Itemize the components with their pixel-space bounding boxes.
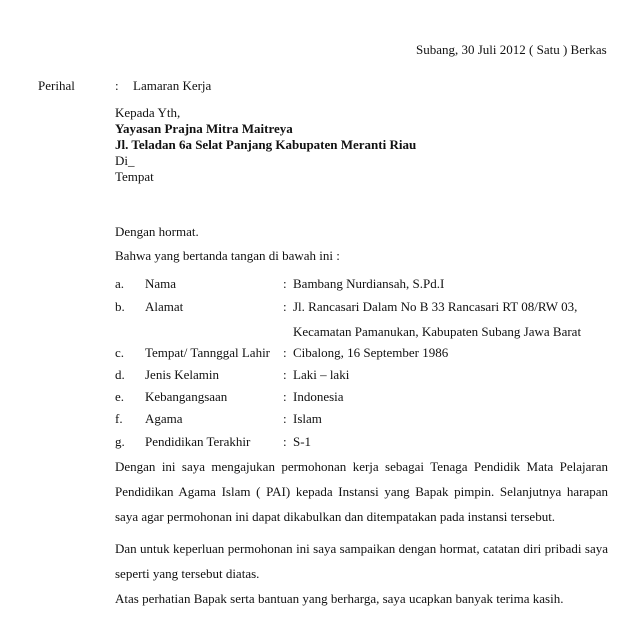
recipient-di: Di_ [115,153,135,168]
detail-letter: b. [115,299,125,314]
detail-value: Laki – laki [293,367,350,382]
detail-value: Islam [293,411,322,426]
detail-colon: : [283,299,287,314]
detail-colon: : [283,345,287,360]
detail-label: Jenis Kelamin [145,367,220,382]
perihal-label: Perihal [38,78,75,93]
body-paragraph-request: Dengan ini saya mengajukan permohonan kerja sebagai Tenaga Pendidik Mata Pelajaran Pendidikan Agama Islam ( PAI) kepada Instansi yang Bapak pimpin. Selanjutnya harapan saya agar permohonan ini dapat dikabulkan dan ditempatakan pada instansi tersebut. [115,459,608,524]
detail-letter: d. [115,367,125,382]
detail-colon: : [283,434,287,449]
body-paragraph-attachment: Dan untuk keperluan permohonan ini saya sampaikan dengan hormat, catatan diri pribadi saya seperti yang tersebut diatas. [115,541,608,581]
detail-label: Kebangangsaan [145,389,228,404]
detail-label: Tempat/ Tannggal Lahir [145,345,271,360]
detail-value: Jl. Rancasari Dalam No B 33 Rancasari RT 08/RW 03, [293,299,578,314]
recipient-salutation: Kepada Yth, [115,105,181,120]
detail-letter: c. [115,345,125,360]
detail-value-continued: Kecamatan Pamanukan, Kabupaten Subang Jawa Barat [293,324,582,339]
detail-letter: a. [115,276,125,291]
detail-label: Nama [145,276,177,291]
detail-letter: f. [115,411,123,426]
detail-value: S-1 [293,434,312,449]
detail-value: Indonesia [293,389,344,404]
detail-label: Alamat [145,299,184,314]
detail-colon: : [283,389,287,404]
detail-letter: g. [115,434,125,449]
detail-colon: : [283,367,287,382]
recipient-address: Jl. Teladan 6a Selat Panjang Kabupaten Meranti Riau [115,137,417,152]
body-paragraph-closing: Atas perhatian Bapak serta bantuan yang berharga, saya ucapkan banyak terima kasih. [115,591,564,606]
intro-line: Bahwa yang bertanda tangan di bawah ini : [115,248,340,263]
detail-colon: : [283,276,287,291]
detail-value: Cibalong, 16 September 1986 [293,345,449,360]
recipient-tempat: Tempat [115,169,154,184]
perihal-colon: : [115,78,119,93]
date-line: Subang, 30 Juli 2012 ( Satu ) Berkas [416,42,607,57]
greeting: Dengan hormat. [115,224,199,239]
detail-value: Bambang Nurdiansah, S.Pd.I [293,276,445,291]
detail-label: Pendidikan Terakhir [145,434,251,449]
perihal-value: Lamaran Kerja [133,78,212,93]
recipient-organization: Yayasan Prajna Mitra Maitreya [115,121,293,136]
detail-label: Agama [145,411,183,426]
detail-colon: : [283,411,287,426]
detail-letter: e. [115,389,125,404]
